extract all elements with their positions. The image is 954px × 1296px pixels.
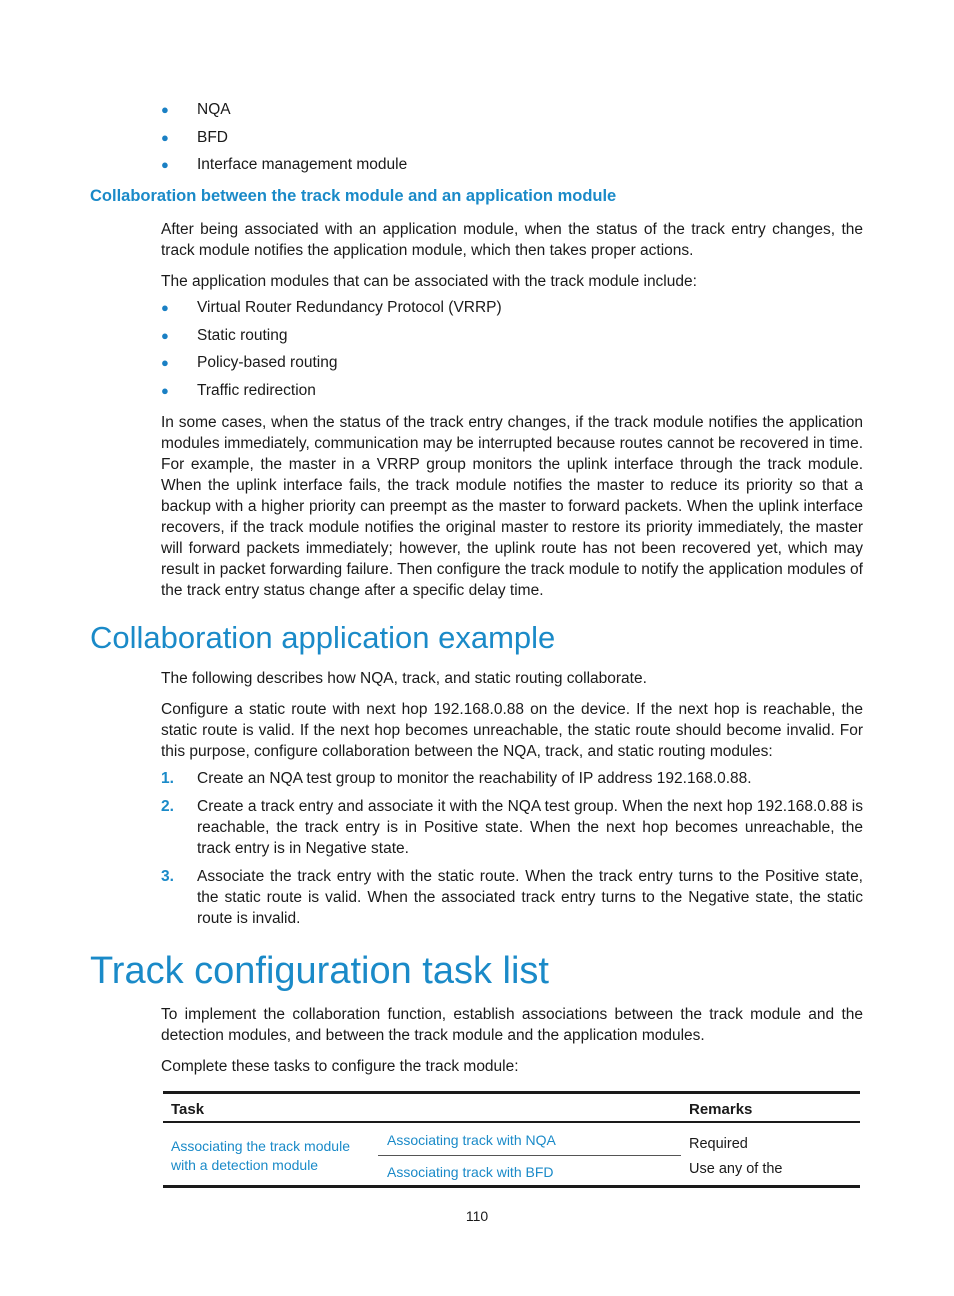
link-associating-track-bfd[interactable]: Associating track with BFD — [387, 1164, 554, 1180]
section-heading: Collaboration between the track module and an application module — [90, 187, 617, 205]
bullet-dot-icon: ● — [161, 355, 169, 370]
paragraph: In some cases, when the status of the track entry changes, if the track module notifies the application modules immediately, communication may be interrupted because routes cannot be recovered in time. For example, the master in a VRRP group monitors the uplink interface through the track module. When the uplink interface fails, the track module notifies the master to reduce its priority so that a backup with a higher priority can preempt as the master to forward packets. When the uplink interface recovers, if the track module notifies the original master to restore its priority immediately, the master will forward packets immediately; however, the uplink route has not been recovered yet, which may result in packet forwarding failure. Then configure the track module to notify the application modules of the track entry status change after a specific delay time. — [161, 414, 863, 599]
bullet-dot-icon: ● — [161, 102, 169, 117]
remark-use-any: Use any of the — [689, 1161, 783, 1177]
bullet-dot-icon: ● — [161, 383, 169, 398]
paragraph: The application modules that can be associated with the track module include: — [161, 273, 697, 290]
numbered-step: 3. Associate the track entry with the static route. When the track entry turns to the Positive state, the static route is valid. When the associated track entry turns to the Negative state, the static route is invalid. — [161, 868, 863, 927]
table-top-rule — [163, 1091, 860, 1094]
page-title: Track configuration task list — [90, 950, 549, 992]
bullet-item: ● Interface management module — [161, 156, 408, 173]
link-associating-track-nqa[interactable]: Associating track with NQA — [387, 1132, 556, 1148]
bullet-item: ● NQA — [161, 101, 231, 118]
bullet-item: ● Traffic redirection — [161, 382, 316, 399]
section-heading: Collaboration application example — [90, 620, 556, 655]
table-row-divider — [378, 1155, 681, 1156]
bullet-item: ● BFD — [161, 129, 228, 146]
paragraph: The following describes how NQA, track, and static routing collaborate. — [161, 670, 647, 687]
bullet-dot-icon: ● — [161, 157, 169, 172]
table-header-task: Task — [171, 1101, 205, 1118]
paragraph: After being associated with an application module, when the status of the track entry changes, the track module notifies the application module, which then takes proper actions. — [161, 221, 863, 259]
numbered-step: 1. Create an NQA test group to monitor the reachability of IP address 192.168.0.88. — [161, 770, 752, 787]
bullet-item: ● Policy-based routing — [161, 354, 338, 371]
table-bottom-rule — [163, 1185, 860, 1188]
bullet-dot-icon: ● — [161, 130, 169, 145]
table-header-rule — [163, 1121, 860, 1123]
paragraph: To implement the collaboration function, establish associations between the track module and the detection modules, and between the track module and the application modules. — [161, 1006, 863, 1044]
page-number: 110 — [465, 1208, 489, 1224]
paragraph: Configure a static route with next hop 192.168.0.88 on the device. If the next hop is reachable, the static route is valid. If the next hop becomes unreachable, the static route should become invalid. For this purpose, configure collaboration between the NQA, track, and static routing modules: — [161, 701, 863, 760]
numbered-step: 2. Create a track entry and associate it with the NQA test group. When the next hop 192.168.0.88 is reachable, the track entry is in Positive state. When the next hop becomes unreachable, the track entry is in Negative state. — [161, 798, 863, 857]
bullet-item: ● Virtual Router Redundancy Protocol (VRRP) — [161, 299, 502, 316]
remark-required: Required — [689, 1136, 748, 1152]
paragraph: Complete these tasks to configure the track module: — [161, 1058, 519, 1075]
bullet-item: ● Static routing — [161, 327, 288, 344]
bullet-dot-icon: ● — [161, 328, 169, 343]
table-header-remarks: Remarks — [689, 1101, 753, 1118]
link-associating-detection-module[interactable]: Associating the track module with a detection module — [171, 1138, 350, 1173]
bullet-dot-icon: ● — [161, 300, 169, 315]
